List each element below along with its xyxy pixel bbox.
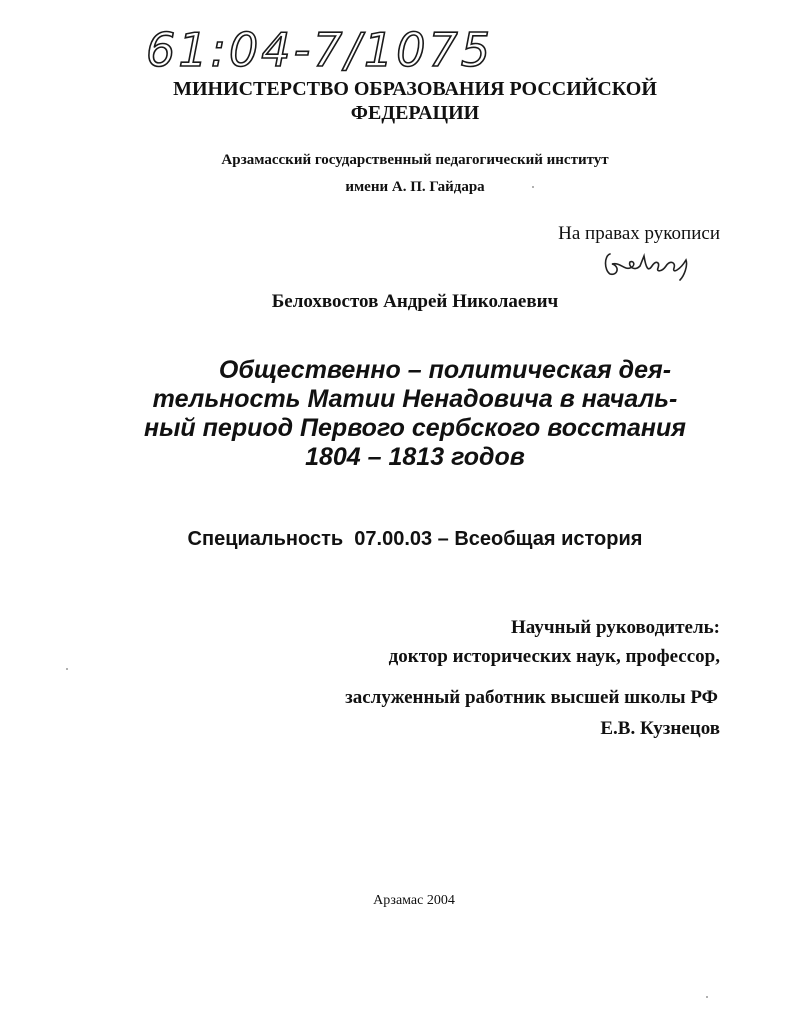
handwritten-archive-number — [142, 14, 522, 82]
institute-line-2: имени А. П. Гайдара — [345, 179, 485, 195]
title-line-1: Общественно – политическая дея- — [218, 356, 672, 384]
advisor-name: Е.В. Кузнецов — [600, 718, 720, 739]
title-line-3: ный период Первого сербского восстания — [143, 414, 687, 442]
scan-speck — [66, 668, 68, 670]
place-and-year: Арзамас 2004 — [373, 893, 455, 908]
title-line-2: тельность Матии Ненадовича в началь- — [152, 385, 678, 413]
dissertation-title — [95, 356, 735, 472]
scan-speck — [706, 996, 708, 998]
handwritten-signature — [600, 246, 700, 284]
advisor-degree: доктор исторических наук, профессор, — [388, 646, 720, 667]
ministry-line-1: МИНИСТЕРСТВО ОБРАЗОВАНИЯ РОССИЙСКОЙ — [173, 78, 657, 100]
advisor-honor: заслуженный работник высшей школы РФ — [345, 687, 718, 708]
author-name: Белохвостов Андрей Николаевич — [271, 291, 559, 312]
ministry-heading — [150, 77, 680, 125]
institute-line-1: Арзамасский государственный педагогический институт — [221, 152, 609, 168]
archive-number-text: 61:04-7/1075 — [146, 23, 493, 77]
ministry-line-2: ФЕДЕРАЦИИ — [350, 102, 480, 124]
scan-speck — [532, 186, 534, 188]
advisor-label: Научный руководитель: — [511, 617, 720, 638]
manuscript-rights-note: На правах рукописи — [558, 223, 720, 244]
institute-name — [140, 147, 690, 201]
title-line-4: 1804 – 1813 годов — [305, 443, 525, 471]
specialty-line: Специальность 07.00.03 – Всеобщая история — [187, 528, 643, 550]
